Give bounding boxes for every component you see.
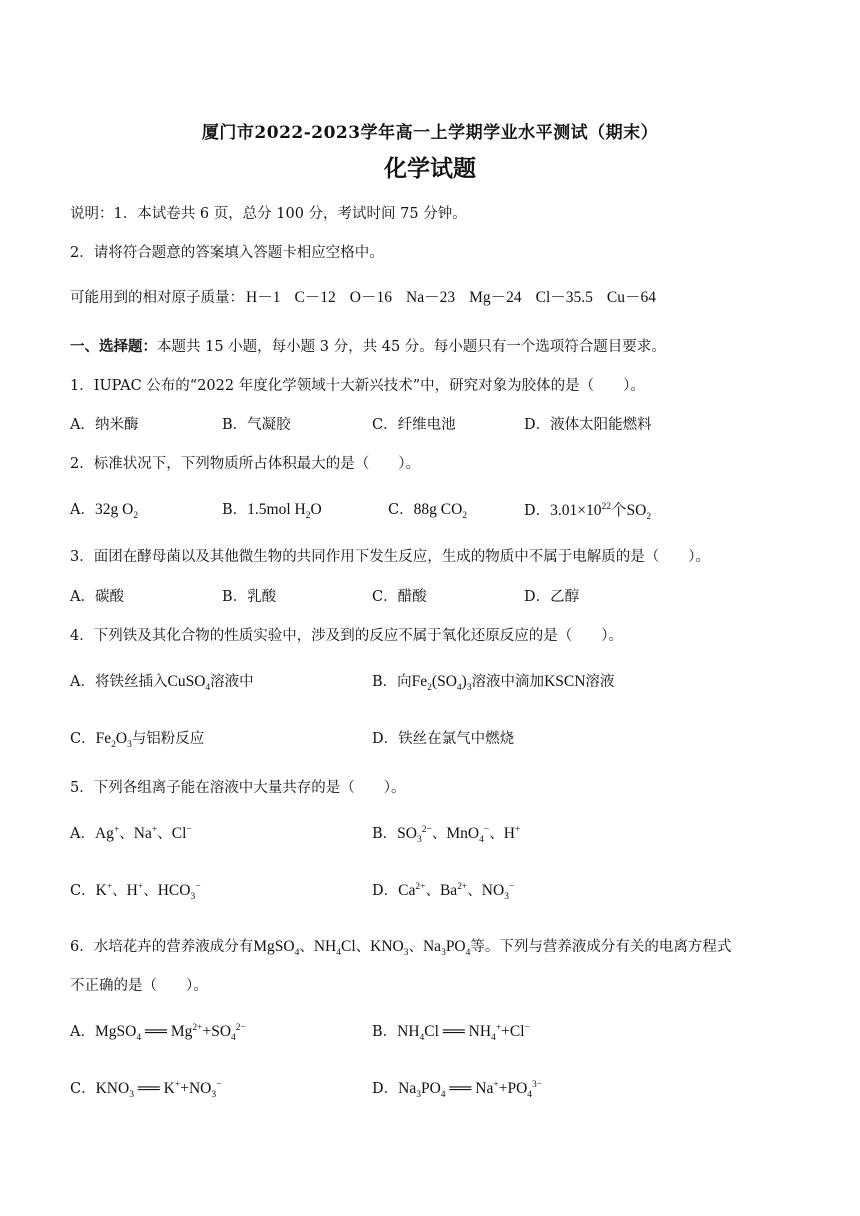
- subscript: 4: [336, 948, 341, 959]
- option-formula: [440, 882, 467, 899]
- subscript: 4: [136, 1033, 142, 1044]
- formula-text: MgSO: [94, 1023, 137, 1040]
- formula-text: O: [310, 501, 322, 518]
- exam-title: 厦门市2022-2023学年高一上学期学业水平测试（期末）: [201, 123, 659, 143]
- subscript: 2: [427, 683, 432, 694]
- option-label: A．: [70, 826, 95, 842]
- separator: 、: [157, 826, 172, 842]
- question-4-option-c: [70, 727, 205, 751]
- option-label: A．: [70, 502, 95, 518]
- plus-sign: +: [180, 1080, 189, 1097]
- mass-mg: Mg－24: [469, 289, 522, 306]
- superscript: +: [113, 824, 120, 835]
- ion: SO: [397, 825, 417, 842]
- subscript: 4: [440, 1090, 446, 1101]
- option-label: A．: [70, 674, 95, 690]
- equals-sign: ══: [137, 1080, 160, 1097]
- subscript: 3: [441, 948, 446, 959]
- option-text: 溶液中: [210, 674, 254, 690]
- atomic-masses: [70, 285, 656, 307]
- formula: [422, 938, 471, 959]
- formula-text: Na: [398, 1080, 417, 1097]
- superscript: −: [483, 824, 490, 835]
- section-1-description: 本题共 15 小题，每小题 3 分，共 45 分。每小题只有一个选项符合题目要求。: [157, 339, 666, 355]
- superscript: +: [106, 881, 113, 892]
- separator: 、: [408, 939, 423, 955]
- subscript: 4: [491, 1033, 496, 1044]
- option-formula: [167, 673, 211, 694]
- option-text: 将铁丝插入: [94, 674, 168, 690]
- subscript: 2: [111, 740, 116, 751]
- plus-sign: +: [498, 1080, 508, 1097]
- question-6-option-a: [70, 1020, 246, 1044]
- ion: NO: [481, 882, 505, 899]
- question-3-option-b: B．乳酸: [222, 589, 277, 605]
- formula-text: ): [461, 673, 467, 690]
- formula-text: Na: [422, 938, 442, 955]
- formula: [253, 938, 300, 959]
- formula-text: O: [115, 730, 128, 747]
- superscript: +: [495, 1022, 502, 1033]
- option-formula: [172, 825, 192, 842]
- plus-sign: +: [501, 1023, 510, 1040]
- question-6-option-c: [70, 1077, 222, 1101]
- subscript: 4: [419, 1033, 425, 1044]
- separator: 、: [431, 826, 447, 842]
- section-1-title: 一、选择题：: [70, 338, 157, 355]
- question-6-option-b: [372, 1020, 530, 1044]
- question-6-stem-line-2: 不正确的是（ ）。: [70, 978, 208, 994]
- subscript: 2: [646, 512, 652, 523]
- subscript: 4: [527, 1090, 533, 1101]
- option-text: 与铝粉反应: [131, 731, 205, 747]
- question-1-option-d: D．液体太阳能燃料: [524, 417, 652, 433]
- subscript: 3: [416, 835, 422, 846]
- question-2-option-b: [222, 498, 322, 522]
- formula-text: Cl: [424, 1023, 439, 1040]
- question-4-option-b: [372, 670, 615, 694]
- formula-text: 1.5mol H: [247, 501, 306, 518]
- question-2-option-c: [388, 498, 468, 522]
- superscript: 22: [601, 501, 612, 512]
- option-label: C．: [388, 502, 414, 518]
- superscript: +: [493, 1079, 499, 1090]
- option-formula: [504, 825, 521, 842]
- option-label: B．: [372, 674, 398, 690]
- option-text: 溶液: [585, 674, 615, 690]
- ion: Ag: [94, 825, 114, 842]
- ionization-equation: [397, 1022, 530, 1044]
- subscript: 3: [127, 740, 132, 751]
- ion: MnO: [446, 825, 480, 842]
- formula-text: NO: [188, 1080, 212, 1097]
- question-1-stem: 1．IUPAC 公布的“2022 年度化学领域十大新兴技术”中，研究对象为胶体的是（ ）。: [70, 378, 645, 394]
- option-text: 溶液中滴加: [471, 674, 545, 690]
- question-1-option-a: A．纳米酶: [70, 417, 139, 433]
- option-formula: [127, 882, 144, 899]
- superscript: +: [151, 824, 158, 835]
- formula-text: MgSO: [253, 938, 295, 955]
- formula-text: Cl: [509, 1023, 525, 1040]
- superscript: 2−: [421, 824, 432, 835]
- option-formula: [398, 882, 425, 899]
- instruction-line-2: 2．请将符合题意的答案填入答题卡相应空格中。: [70, 245, 384, 261]
- option-label: A．: [70, 1024, 95, 1040]
- superscript: 2+: [192, 1022, 203, 1033]
- subscript: 3: [129, 1090, 134, 1101]
- subscript: 3: [190, 892, 196, 903]
- superscript: −: [195, 881, 201, 892]
- stem-text: 等。下列与营养液成分有关的电离方程式: [470, 939, 732, 955]
- section-1-heading: [70, 335, 666, 356]
- option-formula: [96, 882, 113, 899]
- subscript: 2: [305, 511, 311, 522]
- formula-text: Na: [475, 1080, 494, 1097]
- formula-text: Mg: [170, 1023, 193, 1040]
- option-formula: [413, 501, 468, 522]
- ion: Ca: [398, 882, 416, 899]
- separator: 、: [489, 826, 504, 842]
- subscript: 3: [504, 892, 509, 903]
- superscript: 2+: [457, 881, 468, 892]
- formula-text: KSCN: [544, 673, 586, 690]
- instruction-line-1: 说明：1．本试卷共 6 页，总分 100 分，考试时间 75 分钟。: [70, 206, 467, 222]
- subscript: 3: [403, 948, 409, 959]
- question-4-stem: 4．下列铁及其化合物的性质实验中，涉及到的反应不属于氧化还原反应的是（ ）。: [70, 628, 623, 644]
- option-text: 向: [397, 674, 412, 690]
- subscript: 3: [416, 1090, 421, 1101]
- option-formula: [550, 501, 652, 523]
- option-label: D．: [524, 503, 551, 519]
- formula-text: SO: [211, 1023, 232, 1040]
- subscript: 4: [465, 948, 471, 959]
- ion: Ba: [439, 882, 458, 899]
- equals-sign: ══: [449, 1080, 472, 1097]
- formula-text: PO: [420, 1080, 441, 1097]
- formula-text: Fe: [95, 730, 112, 747]
- option-formula: [411, 673, 472, 694]
- option-formula: [446, 824, 490, 846]
- separator: 、: [112, 883, 127, 899]
- question-4-option-a: [70, 670, 254, 694]
- option-formula: [95, 825, 119, 842]
- formula: [370, 938, 409, 959]
- formula-text: K: [163, 1080, 175, 1097]
- question-6-stem: [70, 935, 732, 959]
- question-3-option-a: A．碳酸: [70, 589, 124, 605]
- question-3-stem: 3．面团在酵母菌以及其他微生物的共同作用下发生反应，生成的物质中不属于电解质的是（ ）。: [70, 549, 710, 565]
- ion: K: [95, 882, 107, 899]
- superscript: 3−: [532, 1079, 543, 1090]
- question-5-option-c: [70, 879, 201, 903]
- formula-text: 32g O: [94, 501, 134, 518]
- question-3-option-c: C．醋酸: [372, 589, 427, 605]
- formula-text: PO: [445, 938, 466, 955]
- superscript: −: [186, 824, 192, 835]
- mass-h: H－1: [246, 289, 281, 306]
- formula: [313, 938, 356, 959]
- formula-text: NH: [313, 938, 337, 955]
- option-label: D．: [372, 1081, 399, 1097]
- mass-cl: Cl－35.5: [535, 289, 593, 306]
- subscript: 4: [294, 948, 300, 959]
- formula-text: Cl: [340, 938, 356, 955]
- subscript: 4: [231, 1033, 236, 1044]
- question-6-option-d: [372, 1077, 543, 1101]
- ion: H: [503, 825, 515, 842]
- ion: HCO: [157, 882, 191, 899]
- question-4-option-d: D．铁丝在氯气中燃烧: [372, 731, 515, 747]
- option-label: C．: [70, 1081, 96, 1097]
- mass-cu: Cu－64: [606, 289, 656, 306]
- option-formula: [94, 501, 139, 522]
- question-2-option-a: [70, 498, 139, 522]
- separator: 、: [299, 939, 314, 955]
- separator: 、: [467, 883, 482, 899]
- formula-text: 3.01×10: [550, 502, 602, 519]
- superscript: +: [174, 1079, 181, 1090]
- option-formula: [247, 501, 322, 522]
- subscript: 4: [479, 835, 484, 846]
- ionization-equation: [95, 1079, 222, 1101]
- formula-text: Fe: [411, 673, 428, 690]
- superscript: −: [508, 881, 515, 892]
- question-2-option-d: [524, 498, 652, 523]
- separator: 、: [119, 826, 134, 842]
- separator: 、: [143, 883, 158, 899]
- superscript: −: [524, 1022, 530, 1033]
- subscript: 2: [462, 511, 468, 522]
- plus-sign: +: [202, 1023, 212, 1040]
- formula-text: 88g CO: [413, 501, 463, 518]
- option-label: B．: [372, 826, 398, 842]
- mass-na: Na－23: [406, 289, 456, 306]
- subscript: 3: [211, 1090, 217, 1101]
- superscript: 2−: [235, 1022, 246, 1033]
- formula-text: NH: [397, 1023, 420, 1040]
- superscript: −: [216, 1079, 222, 1090]
- ion: H: [126, 882, 138, 899]
- mass-c: C－12: [294, 289, 336, 306]
- option-formula: [95, 730, 132, 751]
- option-formula: [157, 881, 201, 903]
- separator: 、: [425, 883, 440, 899]
- subscript: 3: [466, 683, 472, 694]
- question-2-stem: 2．标准状况下，下列物质所占体积最大的是（ ）。: [70, 456, 420, 472]
- ion: Na: [133, 825, 152, 842]
- question-5-option-b: [372, 822, 521, 846]
- equals-sign: ══: [144, 1023, 167, 1040]
- option-formula: [134, 825, 157, 842]
- question-5-option-a: [70, 822, 192, 843]
- subscript: 4: [456, 683, 462, 694]
- question-5-stem: 5．下列各组离子能在溶液中大量共存的是（ ）。: [70, 780, 406, 796]
- stem-text: 6．水培花卉的营养液成分有: [70, 939, 254, 955]
- ionization-equation: [94, 1022, 246, 1044]
- formula-text: KNO: [95, 1080, 130, 1097]
- option-label: D．: [372, 883, 399, 899]
- ion: Cl: [171, 825, 187, 842]
- superscript: 2+: [415, 881, 426, 892]
- question-5-option-d: [372, 879, 515, 903]
- option-formula: [481, 881, 515, 903]
- option-formula: [397, 824, 432, 846]
- formula-text: CuSO: [167, 673, 206, 690]
- superscript: +: [514, 824, 521, 835]
- formula-text: (SO: [431, 673, 457, 690]
- formula-text: KNO: [370, 938, 404, 955]
- formula-text: 个SO: [611, 502, 647, 519]
- formula-text: PO: [507, 1080, 528, 1097]
- question-3-option-d: D．乙醇: [524, 589, 580, 605]
- separator: 、: [355, 939, 371, 955]
- superscript: +: [137, 881, 144, 892]
- question-1-option-b: B．气凝胶: [222, 417, 291, 433]
- atomic-masses-label: 可能用到的相对原子质量：: [70, 290, 244, 306]
- ionization-equation: [398, 1079, 543, 1101]
- subscript: 2: [133, 511, 139, 522]
- question-1-option-c: C．纤维电池: [372, 417, 456, 433]
- option-label: B．: [222, 502, 248, 518]
- option-label: C．: [70, 731, 96, 747]
- option-label: C．: [70, 883, 96, 899]
- equals-sign: ══: [442, 1023, 465, 1040]
- mass-o: O－16: [349, 289, 392, 306]
- formula-text: NH: [468, 1023, 492, 1040]
- subscript: 4: [205, 683, 211, 694]
- subject-title: 化学试题: [384, 155, 476, 182]
- option-label: B．: [372, 1024, 398, 1040]
